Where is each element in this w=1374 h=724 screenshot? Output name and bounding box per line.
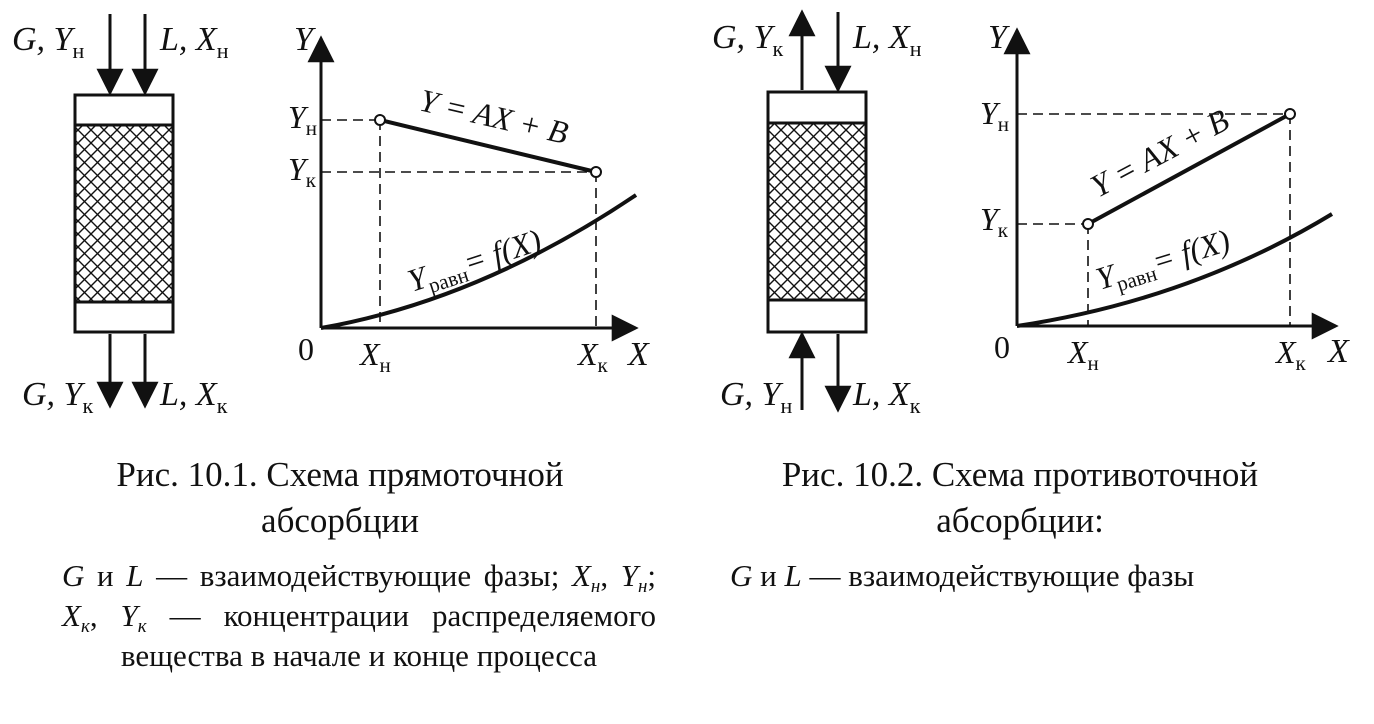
- column-top-right-label: L, $X_н$: [160, 21, 229, 63]
- x-tick-xk: $X_к$: [1276, 334, 1306, 375]
- absorption-column: [768, 92, 866, 332]
- guide-lines: [321, 120, 596, 328]
- x-axis-label: X: [628, 336, 649, 373]
- figure-caption: [710, 452, 1330, 544]
- legend-concentrations: — концентрации распределяемого вещества в начале и конце процесса: [120, 598, 657, 673]
- legend-yk: $Y_к$: [120, 598, 147, 637]
- legend-g: G: [730, 558, 753, 593]
- x-tick-xn: $X_н$: [1068, 334, 1099, 375]
- legend-xk: $X_к$: [62, 598, 90, 637]
- column-top-right-label: L, $X_н$: [853, 19, 922, 61]
- column-bottom-left-label: G, $Y_к$: [22, 376, 94, 418]
- x-tick-xn: $X_н$: [360, 336, 391, 377]
- figure-legend: [730, 556, 1330, 596]
- legend-phases: — взаимодействующие фазы: [809, 558, 1195, 593]
- end-point: [591, 167, 601, 177]
- origin-label: 0: [994, 329, 1010, 365]
- equilibrium-line-label: $Y_{равн}= f(X)$: [1091, 221, 1235, 297]
- figure-10-1: [0, 0, 680, 724]
- legend-yn: $Y_н$: [620, 558, 648, 597]
- cocurrent-graph: [288, 21, 650, 377]
- column-top-left-label: G, $Y_н$: [12, 21, 85, 63]
- caption-line-1: Рис. 10.2. Схема противоточной: [781, 455, 1259, 494]
- operating-line-label: Y = AX + B: [1084, 101, 1235, 205]
- start-point: [375, 115, 385, 125]
- x-axis-label: X: [1328, 333, 1349, 370]
- cocurrent-diagram: [0, 0, 680, 440]
- legend-and: и: [97, 558, 114, 593]
- countercurrent-graph: [980, 19, 1350, 375]
- equilibrium-line-label: $Y_{равн}= f(X)$: [403, 221, 546, 299]
- y-tick-yn: $Y_н$: [288, 99, 318, 140]
- origin-label: 0: [298, 331, 314, 367]
- column-top-left-label: G, $Y_к$: [712, 19, 784, 61]
- y-tick-yk: $Y_к$: [288, 151, 316, 192]
- y-axis-label: Y: [294, 21, 313, 58]
- x-tick-xk: $X_к$: [578, 336, 608, 377]
- legend-l: L: [784, 558, 802, 593]
- column-bottom-right-label: L, $X_к$: [160, 376, 228, 418]
- column-bottom-left-label: G, $Y_н$: [720, 376, 793, 418]
- legend-xn: $X_н$: [571, 558, 601, 597]
- y-axis-label: Y: [988, 19, 1007, 56]
- countercurrent-diagram: [690, 0, 1374, 440]
- legend-phases: — взаимодействующие фазы;: [156, 558, 560, 593]
- figure-10-2: [690, 0, 1374, 724]
- absorption-column: [75, 95, 173, 332]
- figure-legend: G и L — взаимодействующие фазы; $X_н$, $Y_н$; $X_к$, $Y_к$ — концентрации распределяемого вещества в начале и конце процесса: [62, 558, 657, 673]
- legend-l: L: [126, 558, 144, 593]
- caption-line-2: абсорбции:: [936, 501, 1104, 540]
- y-tick-yn: $Y_н$: [980, 95, 1010, 136]
- column-bottom-right-label: L, $X_к$: [853, 376, 921, 418]
- operating-line-label: Y = AX + B: [416, 81, 572, 151]
- legend-g: G: [62, 558, 85, 593]
- legend-and: и: [760, 558, 777, 593]
- caption-line-2: абсорбции: [261, 501, 419, 540]
- y-tick-yk: $Y_к$: [980, 201, 1008, 242]
- figure-caption: [40, 452, 640, 544]
- start-point: [1083, 219, 1093, 229]
- packing-section: [75, 125, 173, 302]
- packing-section: [768, 123, 866, 300]
- end-point: [1285, 109, 1295, 119]
- caption-line-1: Рис. 10.1. Схема прямоточной: [116, 455, 564, 494]
